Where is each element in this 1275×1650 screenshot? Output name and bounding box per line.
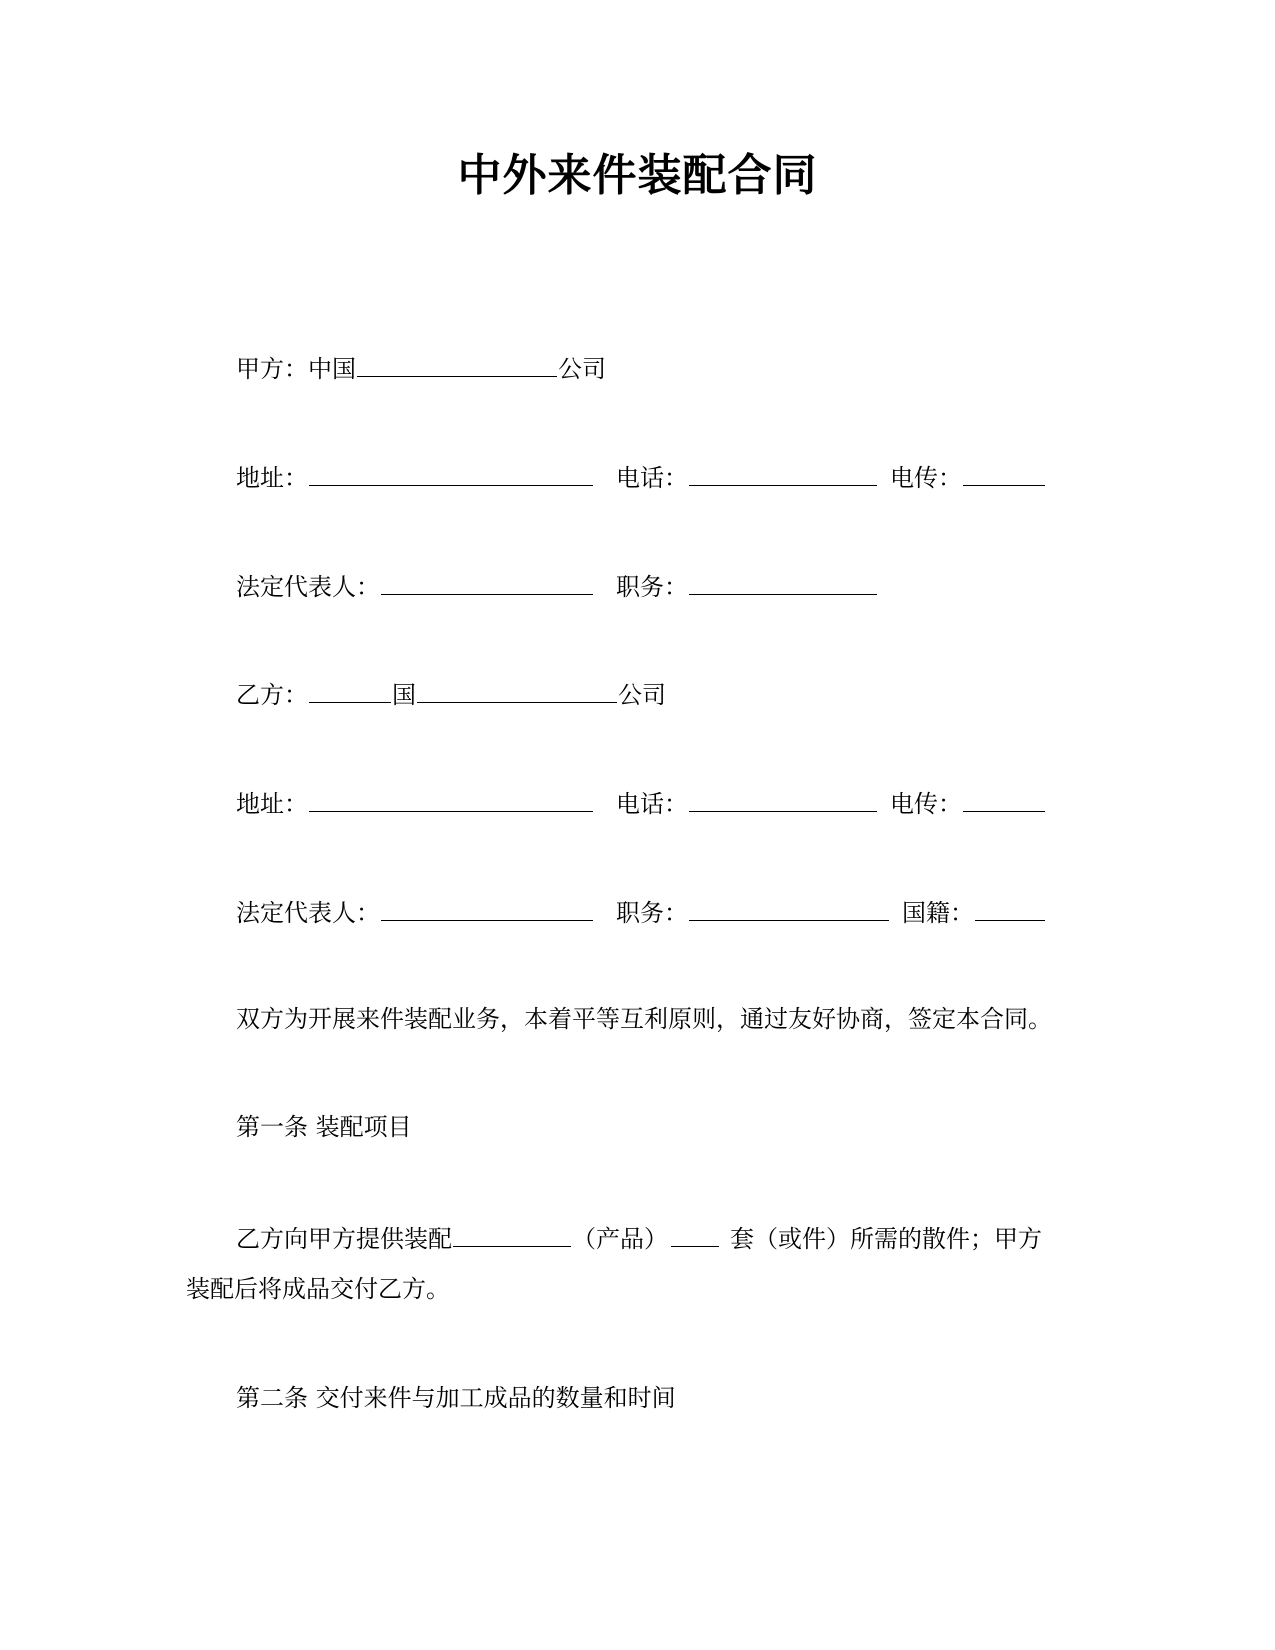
party-a-rep-line	[236, 568, 878, 603]
party-a-fax-blank[interactable]	[963, 459, 1045, 486]
party-b-nationality-label: 国籍：	[902, 899, 974, 927]
party-b-company-suffix: 公司	[618, 681, 666, 709]
quantity-blank[interactable]	[671, 1220, 719, 1247]
party-b-fax-label: 电传：	[890, 790, 962, 818]
party-a-label: 甲方：	[236, 355, 308, 383]
party-b-phone-blank[interactable]	[689, 785, 877, 812]
party-b-rep-line	[236, 894, 1046, 929]
party-b-rep-blank[interactable]	[381, 894, 593, 921]
party-b-rep-label: 法定代表人：	[236, 899, 380, 927]
party-b-nationality-blank[interactable]	[975, 894, 1045, 921]
party-a-contact-line	[236, 459, 1046, 494]
article1-text-b: （产品）	[572, 1225, 668, 1253]
party-b-position-blank[interactable]	[689, 894, 889, 921]
party-b-contact-line	[236, 785, 1046, 820]
party-a-company-suffix: 公司	[558, 355, 606, 383]
party-a-position-blank[interactable]	[689, 568, 877, 595]
party-a-line	[236, 350, 606, 385]
article1-text-line2: 装配后将成品交付乙方。	[186, 1275, 450, 1303]
article2-heading: 第二条 交付来件与加工成品的数量和时间	[236, 1384, 676, 1412]
party-b-fax-blank[interactable]	[963, 785, 1045, 812]
party-a-phone-blank[interactable]	[689, 459, 877, 486]
party-a-country: 中国	[308, 355, 356, 383]
party-b-label: 乙方：	[236, 681, 308, 709]
article1-heading: 第一条 装配项目	[236, 1113, 412, 1141]
party-a-rep-blank[interactable]	[381, 568, 593, 595]
party-a-address-label: 地址：	[236, 464, 308, 492]
party-b-position-label: 职务：	[616, 899, 688, 927]
party-a-phone-label: 电话：	[616, 464, 688, 492]
article1-text-c: 套（或件）所需的散件；甲方	[730, 1225, 1042, 1253]
party-b-country-suffix: 国	[392, 681, 416, 709]
party-a-fax-label: 电传：	[890, 464, 962, 492]
party-b-country-blank[interactable]	[309, 676, 391, 703]
party-a-rep-label: 法定代表人：	[236, 573, 380, 601]
product-blank[interactable]	[453, 1220, 571, 1247]
party-a-position-label: 职务：	[616, 573, 688, 601]
preamble: 双方为开展来件装配业务，本着平等互利原则，通过友好协商，签定本合同。	[236, 1005, 1052, 1033]
party-b-phone-label: 电话：	[616, 790, 688, 818]
party-a-company-blank[interactable]	[357, 350, 557, 377]
contract-title: 中外来件装配合同	[457, 150, 818, 201]
article1-text-line1	[236, 1220, 1042, 1255]
party-b-address-label: 地址：	[236, 790, 308, 818]
party-b-line	[236, 676, 666, 711]
party-b-company-blank[interactable]	[417, 676, 617, 703]
article1-text-a: 乙方向甲方提供装配	[236, 1225, 452, 1253]
party-a-address-blank[interactable]	[309, 459, 593, 486]
party-b-address-blank[interactable]	[309, 785, 593, 812]
